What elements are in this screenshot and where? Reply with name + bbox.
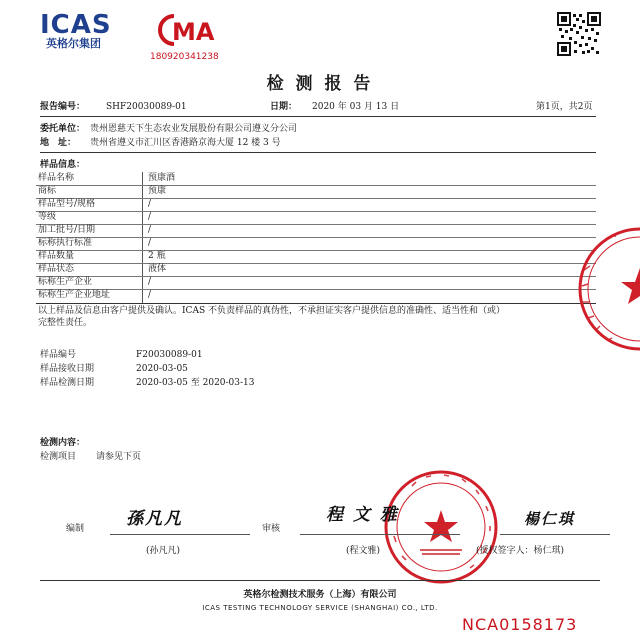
disclaimer-line-1: 以上样品及信息由客户提供及确认。ICAS 不负责样品的真伪性，不承担证实客户提供信息的准确性、适当性和（或） — [38, 306, 505, 316]
review-sign-line — [300, 534, 460, 535]
table-cell-value: 2 瓶 — [148, 251, 166, 261]
table-row — [36, 198, 596, 212]
table-cell-value: 液体 — [148, 264, 167, 274]
review-signature: 程 文 雅 — [326, 505, 399, 525]
table-cell-value: / — [148, 290, 152, 300]
footer-company-en: ICAS TESTING TECHNOLOGY SERVICE (SHANGHAI) CO., LTD. — [202, 604, 438, 612]
table-cell-value: / — [148, 212, 152, 222]
table-cell-label: 样品型号/规格 — [38, 199, 96, 209]
table-row — [36, 185, 596, 199]
compiled-sign-line — [110, 534, 250, 535]
table-row — [36, 224, 596, 238]
authorized-sign-line — [500, 534, 610, 535]
test-item-label: 检测项目 — [40, 452, 77, 462]
table-cell-value: 预康酒 — [148, 173, 176, 183]
table-cell-label: 标称执行标准 — [38, 238, 93, 248]
disclaimer-line-2: 完整性责任。 — [38, 318, 93, 328]
sample-number-value: F20030089-01 — [136, 350, 203, 360]
sample-info-table — [36, 172, 596, 305]
table-cell-label: 加工批号/日期 — [38, 225, 96, 235]
table-row — [36, 276, 596, 290]
table-row — [36, 172, 596, 186]
table-cell-value: / — [148, 199, 152, 209]
page-info: 第1页，共2页 — [536, 102, 593, 112]
receive-date-value: 2020-03-05 — [136, 364, 188, 374]
icas-logo — [40, 12, 132, 52]
compiled-label: 编制 — [66, 524, 85, 534]
table-cell-label: 标称生产企业 — [38, 277, 93, 287]
test-item-value: 请参见下页 — [96, 452, 142, 462]
client-label: 委托单位： — [40, 124, 86, 134]
footer-company-cn: 英格尔检测技术服务（上海）有限公司 — [243, 590, 397, 600]
table-cell-label: 样品状态 — [38, 264, 75, 274]
table-cell-label: 样品名称 — [38, 173, 75, 183]
table-cell-label: 商标 — [38, 186, 57, 196]
report-date-value: 2020 年 03 月 13 日 — [312, 102, 400, 112]
test-date-value: 2020-03-05 至 2020-03-13 — [136, 378, 255, 388]
report-number-value: SHF20030089-01 — [106, 102, 187, 112]
table-cell-value: 预康 — [148, 186, 167, 196]
review-name: (程文雅) — [346, 546, 381, 556]
table-row — [36, 250, 596, 264]
cma-logo — [150, 12, 230, 62]
sample-info-heading: 样品信息： — [40, 160, 86, 170]
certification-stamp-icon — [568, 226, 640, 352]
footer-serial-number: NCA0158173 — [462, 615, 578, 634]
compiled-name: (孙凡凡) — [146, 546, 181, 556]
table-row — [36, 263, 596, 277]
address-label: 地 址： — [40, 138, 77, 148]
table-cell-label: 等级 — [38, 212, 57, 222]
client-divider — [40, 152, 596, 153]
receive-date-label: 样品接收日期 — [40, 364, 95, 374]
table-row — [36, 289, 596, 304]
table-cell-label: 样品数量 — [38, 251, 75, 261]
test-content-heading: 检测内容： — [40, 438, 86, 448]
review-label: 审核 — [262, 524, 281, 534]
icas-logo-text: ICAS — [40, 10, 112, 40]
sample-number-label: 样品编号 — [40, 350, 77, 360]
address-value: 贵州省遵义市汇川区香港路京海大厦 12 楼 3 号 — [90, 138, 281, 148]
table-cell-value: / — [148, 238, 152, 248]
compiled-signature: 孫凡凡 — [126, 509, 183, 529]
table-cell-value: / — [148, 225, 152, 235]
authorized-name: (授权签字人：杨仁琪) — [476, 546, 565, 556]
page-title: 检 测 报 告 — [266, 74, 374, 94]
cma-number: 180920341238 — [150, 52, 219, 62]
report-number-label: 报告编号： — [40, 102, 86, 112]
client-value: 贵州恩慈天下生态农业发展股份有限公司遵义分公司 — [90, 124, 298, 134]
test-date-label: 样品检测日期 — [40, 378, 95, 388]
svg-text:MA: MA — [172, 18, 215, 46]
table-cell-label: 标称生产企业地址 — [38, 290, 111, 300]
qr-code-icon — [557, 12, 601, 56]
authorized-signature: 楊仁琪 — [524, 510, 576, 528]
footer-divider — [40, 580, 600, 581]
table-row — [36, 237, 596, 251]
report-date-label: 日期： — [270, 102, 298, 112]
table-cell-value: / — [148, 277, 152, 287]
company-seal-icon — [382, 468, 500, 586]
cma-mark-icon — [150, 12, 230, 48]
meta-divider — [40, 116, 596, 117]
icas-logo-cn: 英格尔集团 — [46, 37, 101, 50]
table-row — [36, 211, 596, 225]
